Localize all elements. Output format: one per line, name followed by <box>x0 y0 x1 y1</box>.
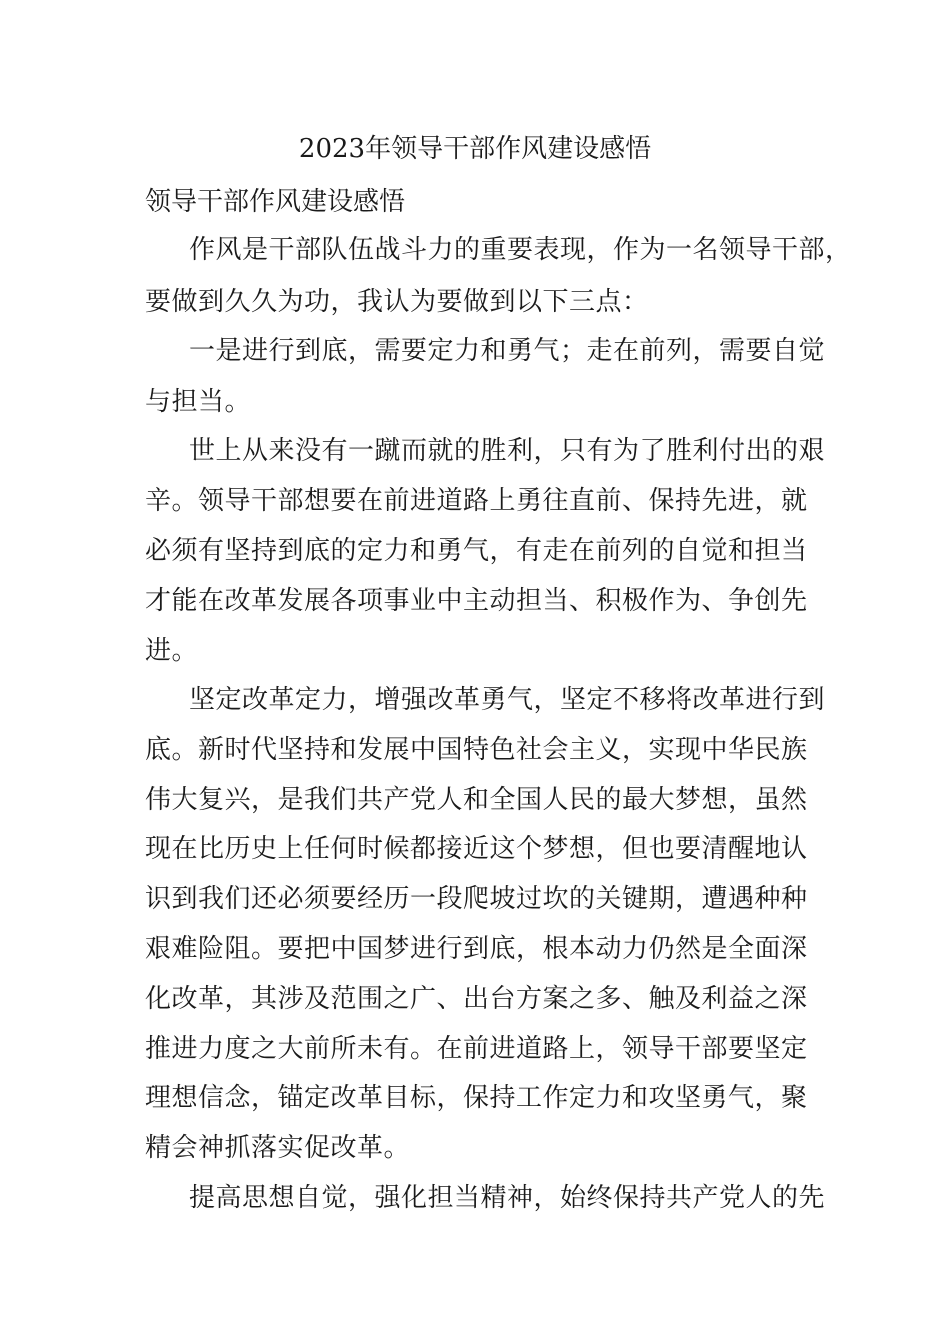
paragraph-line: 艰难险阻。要把中国梦进行到底，根本动力仍然是全面深 <box>145 934 808 964</box>
paragraph-line: 现在比历史上任何时候都接近这个梦想，但也要清醒地认 <box>145 834 808 864</box>
paragraph-line: 要做到久久为功，我认为要做到以下三点： <box>145 287 649 317</box>
paragraph-line: 一是进行到底，需要定力和勇气；走在前列，需要自觉 <box>189 336 826 366</box>
paragraph-line: 底。新时代坚持和发展中国特色社会主义，实现中华民族 <box>145 735 808 765</box>
paragraph-line: 提高思想自觉，强化担当精神，始终保持共产党人的先 <box>189 1183 826 1213</box>
document-title: 2023年领导干部作风建设感悟 <box>298 134 652 164</box>
paragraph-line: 精会神抓落实促改革。 <box>145 1133 411 1163</box>
paragraph-line: 作风是干部队伍战斗力的重要表现，作为一名领导干部， <box>189 235 852 265</box>
paragraph-line: 坚定改革定力，增强改革勇气，坚定不移将改革进行到 <box>189 685 826 715</box>
paragraph-line: 辛。领导干部想要在前进道路上勇往直前、保持先进，就 <box>145 486 808 516</box>
paragraph-line: 化改革，其涉及范围之广、出台方案之多、触及利益之深 <box>145 984 808 1014</box>
paragraph-line: 理想信念，锚定改革目标，保持工作定力和攻坚勇气，聚 <box>145 1083 808 1113</box>
document-subtitle: 领导干部作风建设感悟 <box>145 187 406 217</box>
paragraph-line: 进。 <box>145 636 199 666</box>
paragraph-line: 识到我们还必须要经历一段爬坡过坎的关键期，遭遇种种 <box>145 884 808 914</box>
paragraph-line: 推进力度之大前所未有。在前进道路上，领导干部要坚定 <box>145 1034 808 1064</box>
paragraph-line: 伟大复兴，是我们共产党人和全国人民的最大梦想，虽然 <box>145 785 808 815</box>
paragraph-line: 必须有坚持到底的定力和勇气，有走在前列的自觉和担当 <box>145 536 808 566</box>
paragraph-line: 世上从来没有一蹴而就的胜利，只有为了胜利付出的艰 <box>189 436 826 466</box>
paragraph-line: 才能在改革发展各项事业中主动担当、积极作为、争创先 <box>145 586 808 616</box>
paragraph-line: 与担当。 <box>145 387 252 417</box>
